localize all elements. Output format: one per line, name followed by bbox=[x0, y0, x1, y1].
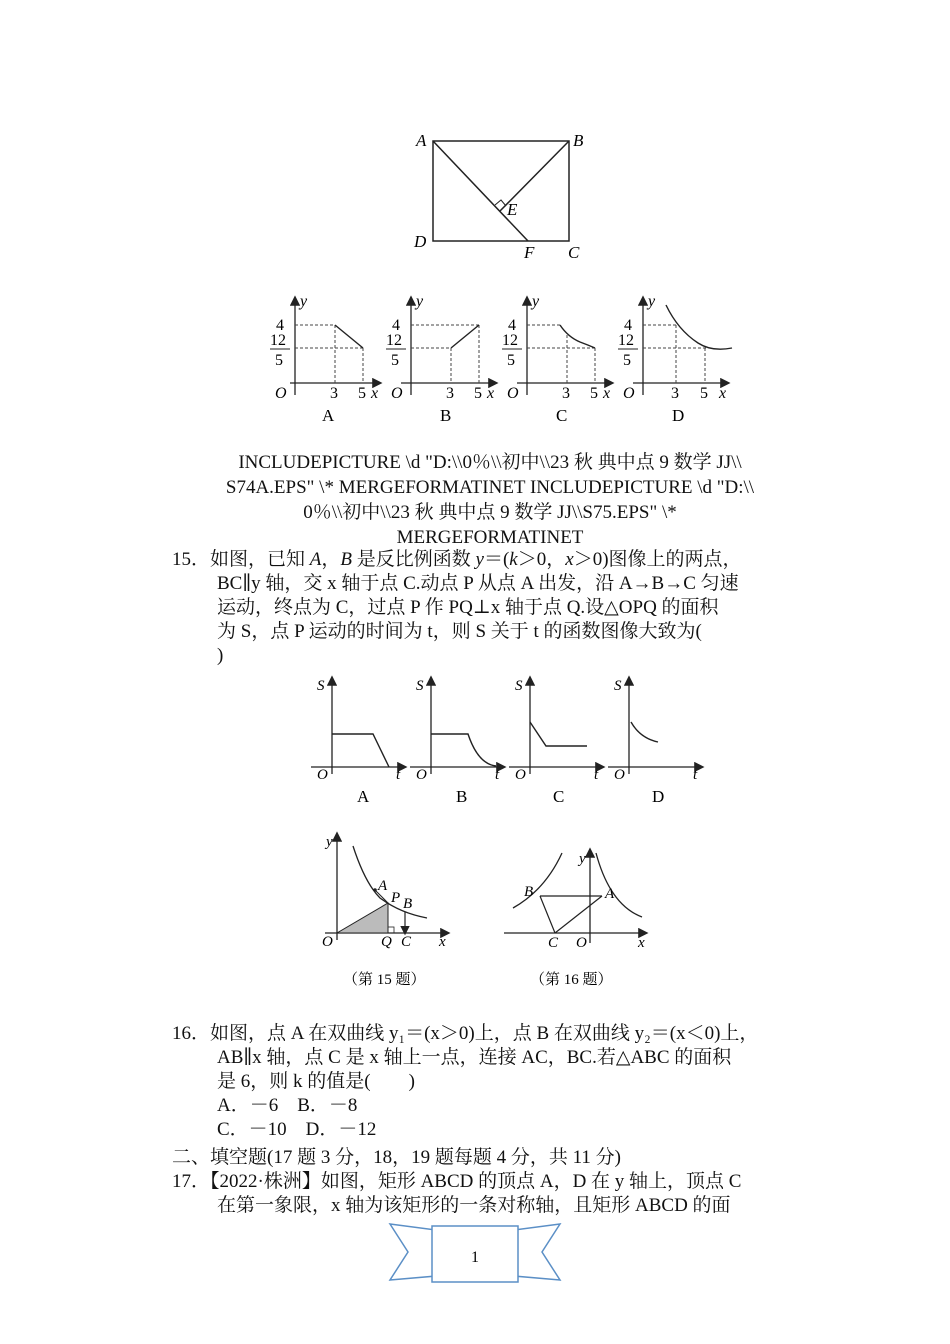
origin-label: O bbox=[614, 767, 625, 783]
axis-s-label: S bbox=[515, 678, 523, 694]
option-graphs-14 bbox=[260, 290, 740, 430]
tick-x-5: 5 bbox=[358, 385, 366, 402]
origin-label: O bbox=[317, 767, 328, 783]
option-label-a: A bbox=[357, 787, 370, 806]
tick-12: 12 bbox=[502, 332, 518, 349]
q15-line4: 为 S，点 P 运动的时间为 t，则 S 关于 t 的函数图像大致为( bbox=[217, 621, 702, 642]
axis-y-label: y bbox=[532, 293, 540, 310]
label-b: B bbox=[573, 131, 584, 150]
fig15-caption: （第 15 题） bbox=[343, 972, 426, 988]
option-label-d: D bbox=[652, 787, 665, 806]
tick-12: 12 bbox=[270, 332, 286, 349]
origin-label: O bbox=[275, 385, 287, 402]
tick-5-denom: 5 bbox=[275, 352, 283, 369]
tick-x-3: 3 bbox=[671, 385, 679, 402]
rectangle-figure bbox=[400, 125, 600, 265]
s-graph-a bbox=[311, 678, 405, 806]
tick-12: 12 bbox=[618, 332, 634, 349]
s-graph-d bbox=[608, 678, 702, 806]
axis-y-label: y bbox=[416, 293, 424, 310]
axis-x-label: x bbox=[719, 385, 727, 402]
label-d: D bbox=[414, 232, 427, 251]
fig15-label-c: C bbox=[401, 934, 412, 950]
tick-5-denom: 5 bbox=[507, 352, 515, 369]
axis-s-label: S bbox=[317, 678, 325, 694]
origin-label: O bbox=[391, 385, 403, 402]
include-line: INCLUDEPICTURE \d "D:\\0％\\初中\\23 秋 典中点 9 数学 JJ\\ bbox=[238, 452, 742, 473]
include-line: MERGEFORMATINET bbox=[396, 527, 584, 548]
fig15-label-x: x bbox=[439, 934, 446, 950]
include-line: S74A.EPS" \* MERGEFORMATINET INCLUDEPICTURE \d "D:\\ bbox=[225, 477, 755, 498]
option-label-b: B bbox=[456, 787, 468, 806]
axis-x-label: x bbox=[371, 385, 379, 402]
tick-x-3: 3 bbox=[446, 385, 454, 402]
fig16-label-a: A bbox=[605, 886, 615, 902]
section-heading: 二、填空题(17 题 3 分，18，19 题每题 4 分，共 11 分) bbox=[172, 1147, 621, 1168]
axis-t-label: t bbox=[495, 767, 500, 783]
tick-5-denom: 5 bbox=[391, 352, 399, 369]
q15-line3: 运动，终点为 C，过点 P 作 PQ⊥x 轴于点 Q.设△OPQ 的面积 bbox=[217, 597, 719, 618]
tick-4: 4 bbox=[276, 317, 284, 334]
option-label-b: B bbox=[440, 406, 452, 425]
tick-4: 4 bbox=[508, 317, 516, 334]
include-picture-field bbox=[160, 450, 820, 550]
fig16-label-y: y bbox=[579, 851, 586, 867]
graph-a bbox=[270, 293, 380, 425]
question-15 bbox=[172, 548, 812, 668]
option-label-a: A bbox=[322, 406, 335, 425]
tick-x-5: 5 bbox=[474, 385, 482, 402]
q16-line3: 是 6，则 k 的值是( ) bbox=[217, 1071, 415, 1092]
page-number: 1 bbox=[471, 1249, 479, 1266]
graph-c bbox=[502, 293, 612, 425]
axis-y-label: y bbox=[648, 293, 656, 310]
fig16-label-o: O bbox=[576, 935, 587, 951]
option-graphs-15 bbox=[305, 672, 715, 812]
tick-4: 4 bbox=[392, 317, 400, 334]
axis-t-label: t bbox=[594, 767, 599, 783]
question-16 bbox=[172, 1022, 812, 1142]
tick-x-3: 3 bbox=[330, 385, 338, 402]
label-e: E bbox=[507, 200, 518, 219]
axis-t-label: t bbox=[396, 767, 401, 783]
option-label-c: C bbox=[553, 787, 565, 806]
axis-t-label: t bbox=[693, 767, 698, 783]
origin-label: O bbox=[623, 385, 635, 402]
q15-line5: ) bbox=[217, 645, 224, 666]
tick-4: 4 bbox=[624, 317, 632, 334]
fig15-label-p: P bbox=[391, 890, 401, 906]
axis-s-label: S bbox=[416, 678, 424, 694]
s-graph-b bbox=[410, 678, 504, 806]
graph-b bbox=[386, 293, 496, 425]
q17-line2: 在第一象限，x 轴为该矩形的一条对称轴，且矩形 ABCD 的面 bbox=[217, 1195, 731, 1216]
origin-label: O bbox=[515, 767, 526, 783]
q16-choices-ab: A．－6 B．－8 bbox=[217, 1095, 358, 1116]
axis-x-label: x bbox=[487, 385, 495, 402]
question-17 bbox=[172, 1170, 812, 1218]
fig16-caption: （第 16 题） bbox=[530, 972, 613, 988]
tick-x-5: 5 bbox=[700, 385, 708, 402]
axis-x-label: x bbox=[603, 385, 611, 402]
label-a: A bbox=[416, 131, 427, 150]
graph-d bbox=[618, 293, 732, 425]
q16-line2: AB∥x 轴，点 C 是 x 轴上一点，连接 AC，BC.若△ABC 的面积 bbox=[217, 1047, 732, 1068]
fig15-label-b: B bbox=[403, 896, 413, 912]
q16-choices-cd: C．－10 D．－12 bbox=[217, 1119, 377, 1140]
tick-x-3: 3 bbox=[562, 385, 570, 402]
origin-label: O bbox=[416, 767, 427, 783]
axis-s-label: S bbox=[614, 678, 622, 694]
option-label-d: D bbox=[672, 406, 685, 425]
fig15-label-a: A bbox=[378, 878, 388, 894]
fig16-label-x: x bbox=[638, 935, 645, 951]
graph-set-15 bbox=[305, 672, 715, 812]
label-f: F bbox=[524, 243, 535, 262]
axis-y-label: y bbox=[300, 293, 308, 310]
q15-line1: 15．如图，已知 A，B 是反比例函数 y＝(k＞0，x＞0)图像上的两点， bbox=[172, 549, 742, 570]
fig15-label-y: y bbox=[326, 834, 333, 850]
q17-line1: 17．【2022·株洲】如图，矩形 ABCD 的顶点 A，D 在 y 轴上，顶点 C bbox=[172, 1171, 742, 1192]
option-label-c: C bbox=[556, 406, 568, 425]
tick-12: 12 bbox=[386, 332, 402, 349]
figure-question-15 bbox=[315, 828, 455, 993]
origin-label: O bbox=[507, 385, 519, 402]
s-graph-c bbox=[509, 678, 603, 806]
label-c: C bbox=[568, 243, 580, 262]
q15-line2: BC∥y 轴，交 x 轴于点 C.动点 P 从点 A 出发，沿 A→B→C 匀速 bbox=[217, 573, 739, 594]
fig16-label-b: B bbox=[524, 884, 534, 900]
include-line: 0％\\初中\\23 秋 典中点 9 数学 JJ\\S75.EPS" \* bbox=[303, 502, 677, 523]
figure-question-16 bbox=[500, 845, 655, 993]
tick-x-5: 5 bbox=[590, 385, 598, 402]
graph-set-14 bbox=[260, 290, 740, 430]
page-number-ribbon bbox=[388, 1220, 562, 1288]
fig15-label-o: O bbox=[322, 934, 333, 950]
fig16-label-c: C bbox=[548, 935, 559, 951]
fig15-label-q: Q bbox=[381, 934, 392, 950]
tick-5-denom: 5 bbox=[623, 352, 631, 369]
q16-line1: 16．如图，点 A 在双曲线 y₁＝(x＞0)上，点 B 在双曲线 y₂＝(x＜0)上， bbox=[172, 1023, 759, 1044]
